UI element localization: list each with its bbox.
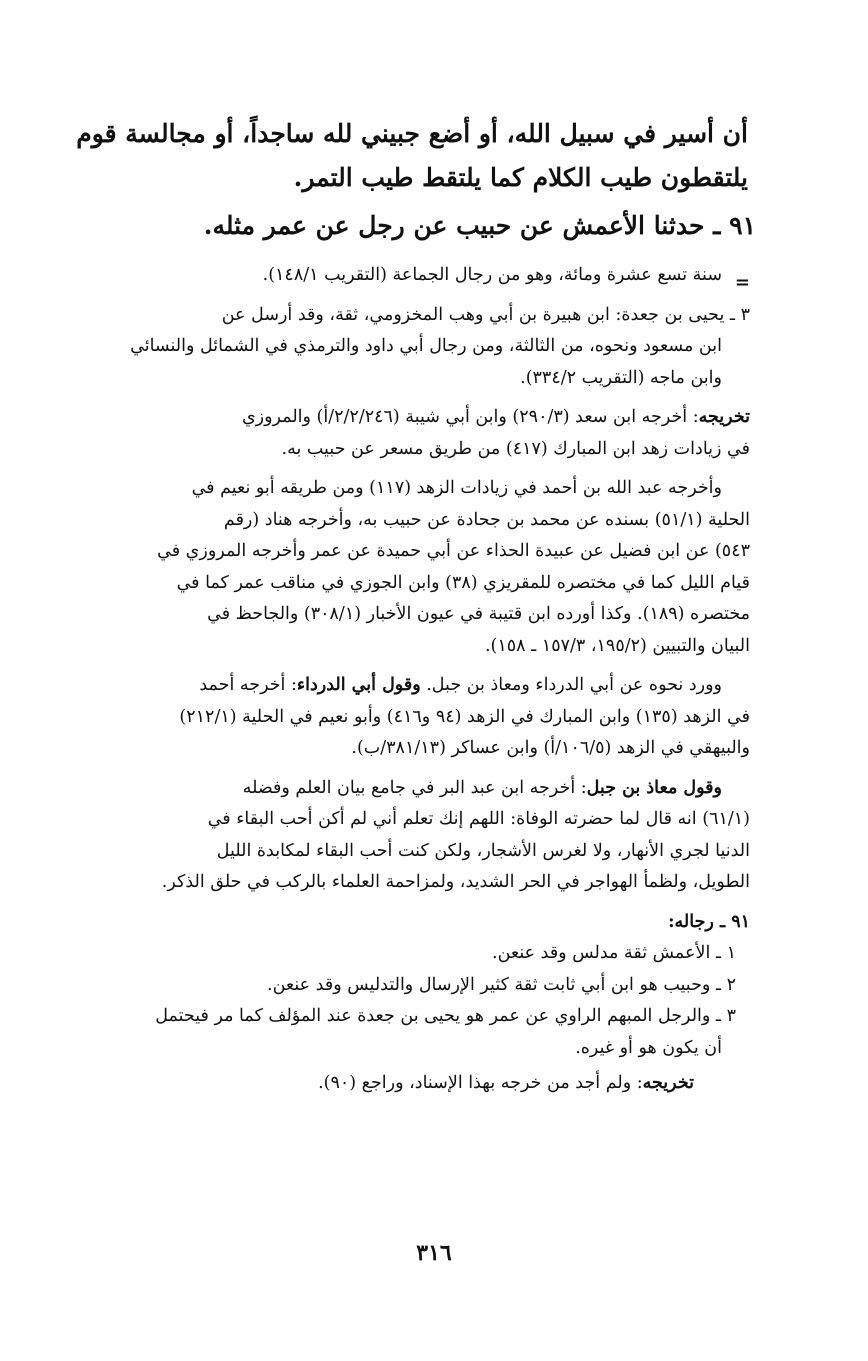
note-line: مختصره (١٨٩). وكذا أورده ابن قتيبة في عيون الأخبار (٣٠٨/١) والجاحظ في [207,604,750,624]
takhrij-paragraph-4 [58,773,750,899]
note-line [58,773,750,805]
takhrij-note-1 [58,402,750,465]
note-line [58,670,750,702]
takhrij-label: تخريجه [698,407,750,427]
main-text-line: أن أسير في سبيل الله، أو أضع جبيني لله ساجداً، أو مجالسة قوم [76,119,748,148]
main-text [62,112,748,200]
takhrij-label: تخريجه [642,1073,694,1093]
main-text-line: يلتقطون طيب الكلام كما يلتقط طيب التمر. [293,163,748,192]
takhrij-text: : ولم أجد من خرجه بهذا الإسناد، وراجع (٩٠). [318,1073,643,1093]
continuation-mark: = [734,272,750,293]
note-line [58,1068,750,1100]
note-line [58,402,750,434]
rawi-3-note [58,300,750,395]
note-line: ٥٤٣) عن ابن فضيل عن عبيدة الحذاء عن أبي حميدة عن عمر وأخرجه المروزي في [157,541,750,561]
note-line: ابن مسعود ونحوه، من الثالثة، ومن رجال أبي داود والترمذي في الشمائل والنسائي [130,336,722,356]
note-line: وابن ماجه (التقريب ٣٣٤/٢). [520,367,722,388]
takhrij-text: : أخرجه ابن سعد (٢٩٠/٣) وابن أبي شيبة (٢/٢/٢٤٦/أ) والمروزي [241,407,699,427]
takhrij-note-2 [58,1068,750,1100]
hadith-91-text: ٩١ ـ حدثنا الأعمش عن حبيب عن رجل عن عمر مثله. [203,211,756,240]
note-line: الدنيا لجري الأنهار، ولا لغرس الأشجار، ولكن كنت أحب البقاء لمكابدة الليل [216,840,750,861]
continuation-text: سنة تسع عشرة ومائة، وهو من رجال الجماعة (التقريب ١٤٨/١). [262,265,722,285]
muadh-label: وقول معاذ بن جبل [586,777,722,798]
abu-darda-label: وقول أبي الدرداء [296,675,421,695]
footnote-continuation [58,260,750,292]
note-line: في زيادات زهد ابن المبارك (٤١٧) من طريق مسعر عن حبيب به. [281,438,750,459]
note-line: البيان والتبيين (١٩٥/٢، ١٥٧/٣ ـ ١٥٨). [484,635,750,656]
rijal-item-cont: أن يكون هو أو غيره. [575,1037,722,1058]
takhrij-paragraph-2 [58,473,750,662]
note-line: ٣ ـ يحيى بن جعدة: ابن هبيرة بن أبي وهب المخزومي، ثقة، وقد أرسل عن [221,304,750,325]
note-text: : أخرجه أحمد [199,675,297,695]
note-line: والبيهقي في الزهد (١٠٦/٥/أ) وابن عساكر (٣٨١/١٣/ب). [351,738,750,758]
note-line: في الزهد (١٣٥) وابن المبارك في الزهد (٩٤ و٤١٦) وأبو نعيم في الحلية (٢١٢/١) [179,706,750,727]
rijal-item: ٣ ـ والرجل المبهم الراوي عن عمر هو يحيى بن جعدة عند المؤلف كما مر فيحتمل [155,1006,736,1026]
footnotes [58,260,750,1108]
note-text: وورد نحوه عن أبي الدرداء ومعاذ بن جبل. [420,675,722,695]
rijal-item: ١ ـ الأعمش ثقة مدلس وقد عنعن. [492,943,736,963]
rijal-heading: ٩١ ـ رجاله: [668,911,750,932]
note-line: الحلية (٥١/١) بسنده عن محمد بن جحادة عن حبيب به، وأخرجه هناد (رقم [223,509,750,530]
rijal-item: ٢ ـ وحبيب هو ابن أبي ثابت ثقة كثير الإرسال والتدليس وقد عنعن. [267,974,736,995]
note-line: وأخرجه عبد الله بن أحمد في زيادات الزهد (١١٧) ومن طريقه أبو نعيم في [191,478,722,498]
note-text: : أخرجه ابن عبد البر في جامع بيان العلم وفضله [242,777,587,798]
note-line: قيام الليل كما في مختصره للمقريزي (٣٨) وابن الجوزي في مناقب عمر كما في [176,572,750,593]
takhrij-paragraph-3 [58,670,750,765]
note-line: (٦١/١) انه قال لما حضرته الوفاة: اللهم إنك تعلم أني لم أكن أحب البقاء في [207,809,750,829]
rijal-91 [58,907,750,1065]
note-line: الطويل، ولظمأ الهواجر في الحر الشديد، ولمزاحمة العلماء بالركب في حلق الذكر. [161,872,750,892]
page-number: ٣١٦ [416,1240,452,1266]
